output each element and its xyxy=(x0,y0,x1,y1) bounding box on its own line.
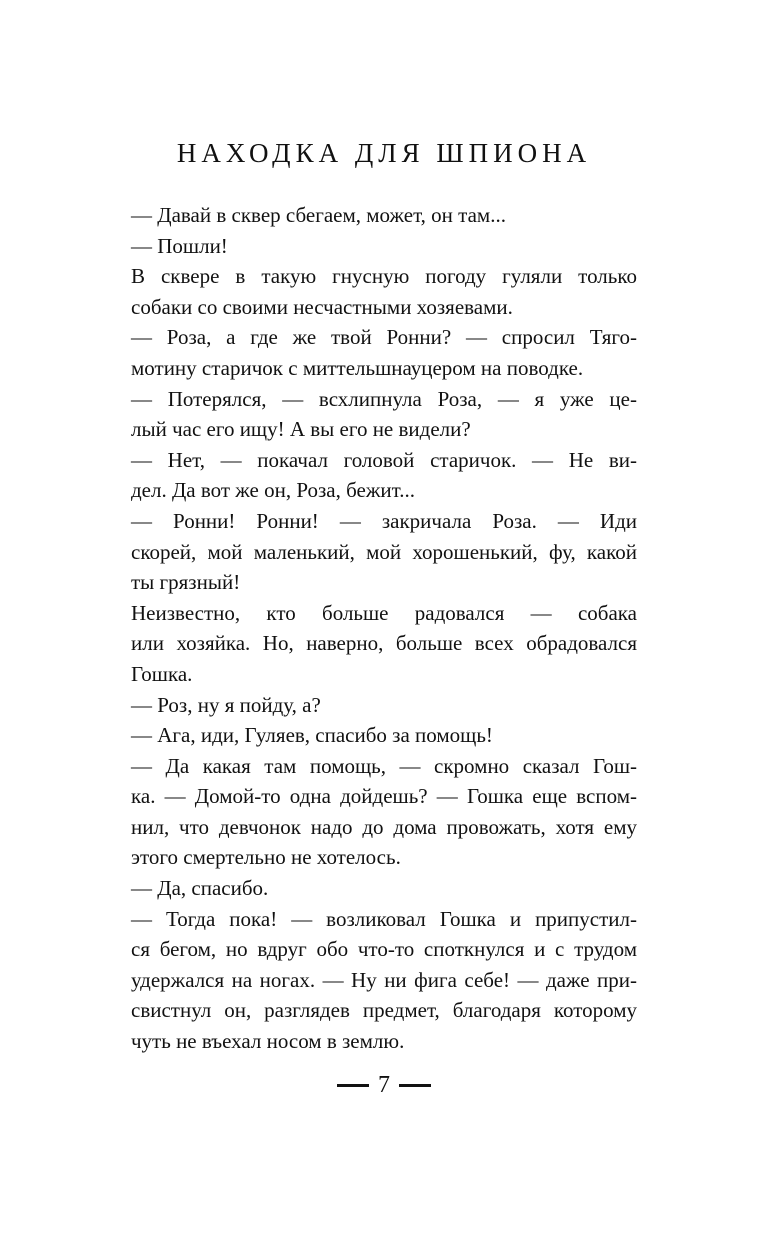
body-text xyxy=(100,200,637,1057)
folio-right-ornament xyxy=(399,1084,431,1087)
folio-left-ornament xyxy=(337,1084,369,1087)
text-line: удержался на ногах. — Ну ни фига себе! — даже при- xyxy=(131,967,637,992)
paragraph xyxy=(100,904,637,1057)
text-line: свистнул он, разглядев предмет, благодаря которому xyxy=(131,998,637,1023)
text-line: собаки со своими несчастными хозяевами. xyxy=(131,294,513,319)
paragraph xyxy=(100,384,637,445)
page-number-value: 7 xyxy=(378,1072,390,1098)
paragraph xyxy=(100,690,637,721)
text-line: — Тогда пока! — возликовал Гошка и припустил- xyxy=(131,906,637,931)
paragraph xyxy=(100,445,637,506)
text-line: — Да, спасибо. xyxy=(131,876,269,901)
text-line: — Пошли! xyxy=(131,233,228,258)
text-line: — Нет, — покачал головой старичок. — Не ви- xyxy=(131,447,637,472)
text-line: Гошка. xyxy=(131,661,193,686)
text-line: — Давай в сквер сбегаем, может, он там... xyxy=(131,203,506,227)
text-line: лый час его ищу! А вы его не видели? xyxy=(131,417,471,442)
paragraph xyxy=(100,322,637,383)
paragraph xyxy=(100,200,637,231)
text-line: — Роз, ну я пойду, а? xyxy=(131,692,321,717)
text-line: ка. — Домой-то одна дойдешь? — Гошка еще вспом- xyxy=(131,784,637,809)
page-number xyxy=(0,1068,768,1102)
text-line: скорей, мой маленький, мой хорошенький, фу, какой xyxy=(131,539,637,564)
text-line: или хозяйка. Но, наверно, больше всех обрадовался xyxy=(131,631,637,656)
paragraph xyxy=(100,720,637,751)
paragraph xyxy=(100,873,637,904)
text-line: Неизвестно, кто больше радовался — собака xyxy=(131,600,637,625)
text-line: В сквере в такую гнусную погоду гуляли только xyxy=(131,264,637,289)
paragraph xyxy=(100,261,637,322)
text-line: — Потерялся, — всхлипнула Роза, — я уже це- xyxy=(131,386,637,411)
text-line: — Ага, иди, Гуляев, спасибо за помощь! xyxy=(131,723,493,748)
text-line: этого смертельно не хотелось. xyxy=(131,845,401,870)
text-line: чуть не въехал носом в землю. xyxy=(131,1029,405,1054)
text-line: нил, что девчонок надо до дома провожать, хотя ему xyxy=(131,814,637,839)
text-line: мотину старичок с миттельшнауцером на поводке. xyxy=(131,355,584,380)
text-line: — Роза, а где же твой Ронни? — спросил Тяго- xyxy=(131,325,637,350)
paragraph xyxy=(100,598,637,690)
paragraph xyxy=(100,751,637,873)
text-line: ты грязный! xyxy=(131,570,241,595)
running-head: НАХОДКА ДЛЯ ШПИОНА xyxy=(176,138,592,168)
text-line: ся бегом, но вдруг обо что-то споткнулся и с трудом xyxy=(131,937,637,962)
text-line: дел. Да вот же он, Роза, бежит... xyxy=(131,478,415,503)
text-line: — Ронни! Ронни! — закричала Роза. — Иди xyxy=(131,508,637,533)
text-line: — Да какая там помощь, — скромно сказал Гош- xyxy=(131,753,637,778)
paragraph xyxy=(100,231,637,262)
paragraph xyxy=(100,506,637,598)
